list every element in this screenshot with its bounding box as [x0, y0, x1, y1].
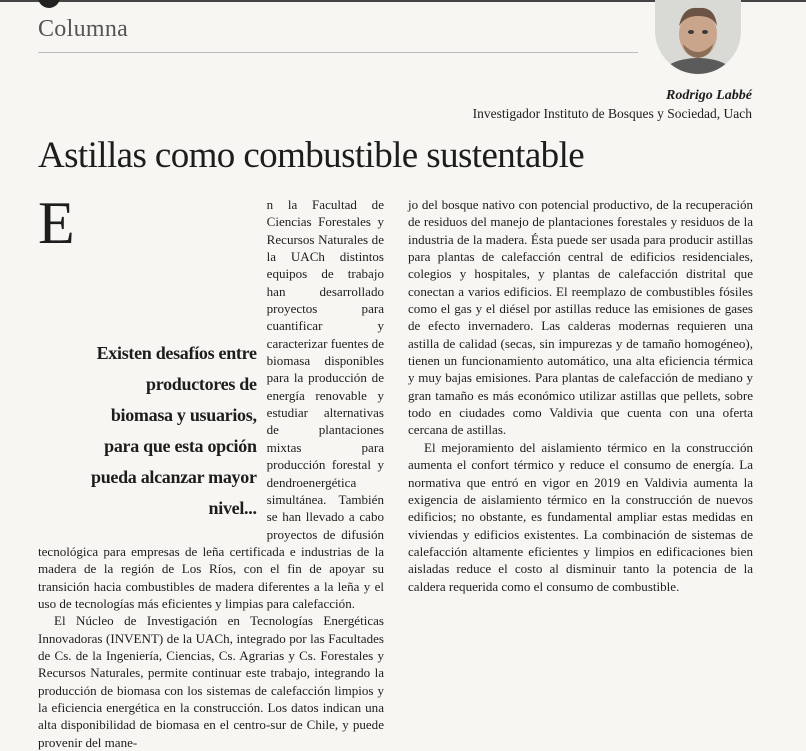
article-column-right	[408, 196, 753, 595]
headline: Astillas como combustible sustentable	[38, 135, 585, 176]
pull-quote: Existen desafíos entre productores de biomasa y usuarios, para que esta opción pueda alcanzar mayor nivel...	[90, 343, 257, 518]
paragraph-biomass: jo del bosque nativo con potencial productivo, de la recuperación de residuos del manejo de plantaciones forestales y residuos de la industria de la madera. Ésta puede ser usada para producir astillas para plantas de calefacción central de edificios residenciales, colegios y hospitales, y plantas de calefacción distrital que conectan a varios edificios. El reemplazo de combustibles fósiles como el gas y el diésel por astillas reduce las emisiones de gases de efecto invernadero. Las calderas modernas requieren una astilla de calidad (secas, sin impurezas y de tamaño homogéneo), tienen un funcionamiento automático, una alta eficiencia térmica y muy bajas emisiones. Para plantas de calefacción de mediano y gran tamaño es más económico utilizar astillas que pellets, sobre todo en ciudades como Valdivia que cuenta con una oferta cercana de astillas.	[408, 197, 753, 438]
section-label: Columna	[38, 16, 129, 42]
author-name: Rodrigo Labbé	[666, 88, 752, 103]
paragraph-intro-text: n la Facultad de Ciencias Forestales y Recursos Naturales de la UACh distintos equipos de trabajo han desarrollado proyectos para cuantificar y caracterizar fuentes de biomasa disponibles para la producción de energía renovable y estudiar alternativas de plantaciones mixtas para producción forestal y dendroenergética simultánea. También se han llevado a cabo proyectos de difusión tecnológica para empresas de leña certificada e industrias de la madera de la región de Los Ríos, con el fin de apoyar su transición hacia combustibles de madera diferentes a la leña y el uso de tecnologías más eficientes y limpias para calefacción.	[38, 197, 384, 611]
paragraph-intro	[38, 190, 384, 612]
paragraph-insulation: El mejoramiento del aislamiento térmico en la construcción aumenta el confort térmico y reduce el consumo de energía. La normativa que entró en vigor en 2019 en Valdivia aumenta la exigencia de aislamiento térmico en la construcción de nuevos edificios; no obstante, es fundamental ampliar estas medidas en viviendas y edificios existentes. La combinación de sistemas de calefacción altamente eficientes y limpios en edificaciones bien aisladas reduce el costo al disminuir tanto la potencia de la caldera requerida como el consumo de combustible.	[408, 439, 753, 594]
section-divider	[38, 52, 638, 53]
author-photo	[655, 0, 741, 74]
article-column-left	[38, 190, 384, 751]
paragraph-invent: El Núcleo de Investigación en Tecnologías Energéticas Innovadoras (INVENT) de la UACh, integrado por las Facultades de Cs. de la Ingeniería, Ciencias, Cs. Agrarias y Cs. Forestales y Recursos Naturales, permite continuar este trabajo, integrando la producción de biomasa con los sistemas de calefacción limpios y la eficiencia energética en la construcción. Los datos indican una alta disponibilidad de biomasa en el centro-sur de Chile, y puede provenir del mane-	[38, 613, 384, 750]
author-role: Investigador Instituto de Bosques y Sociedad, Uach	[472, 106, 752, 121]
section-marker-icon	[38, 0, 60, 8]
drop-cap: E	[38, 190, 75, 256]
author-portrait-icon	[655, 0, 741, 74]
